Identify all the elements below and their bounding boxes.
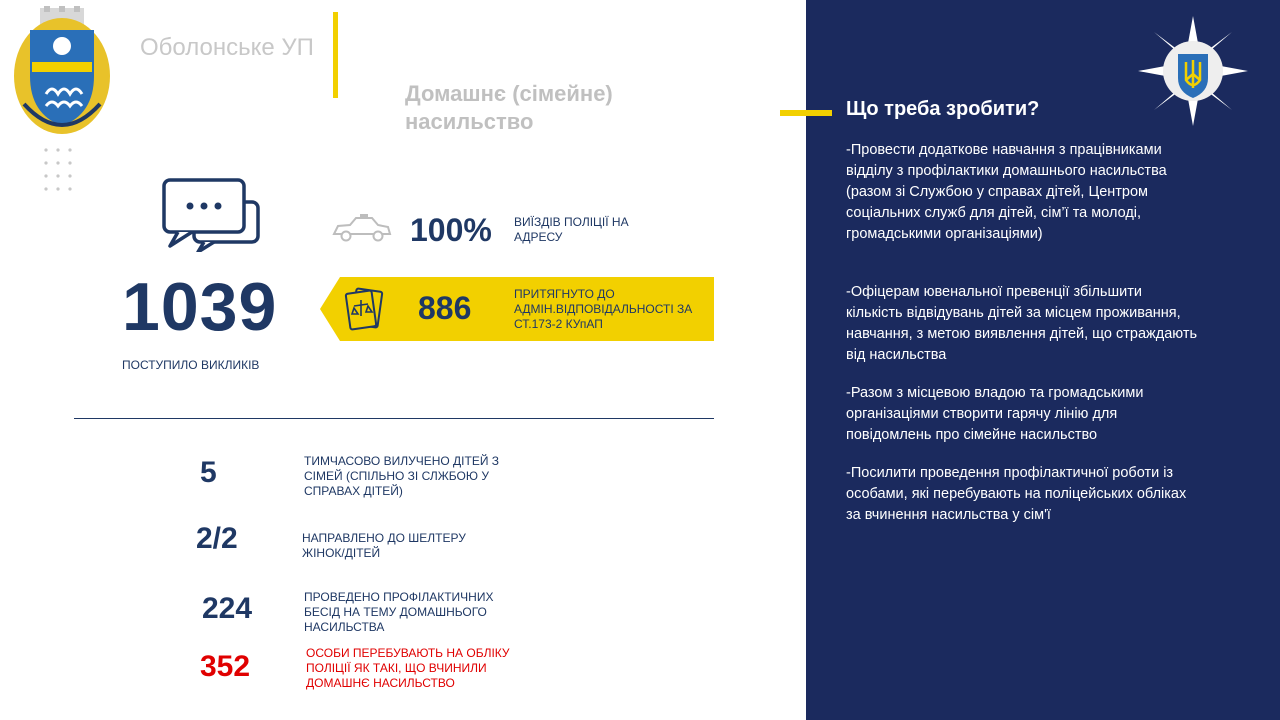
stat-caption: ПРОВЕДЕНО ПРОФІЛАКТИЧНИХ БЕСІД НА ТЕМУ ДОМАШНЬОГО НАСИЛЬСТВА (304, 590, 494, 634)
admin-caption: ПРИТЯГНУТО ДО АДМІН.ВІДПОВІДАЛЬНОСТІ ЗА СТ.173-2 КУпАП (514, 287, 693, 331)
stat-value: 2/2 (196, 522, 238, 555)
page-title: Домашнє (сімейне) насильство (405, 81, 613, 134)
stat-value: 224 (202, 592, 253, 625)
header-divider (333, 12, 338, 98)
stat-caption: ТИМЧАСОВО ВИЛУЧЕНО ДІТЕЙ З СІМЕЙ (СПІЛЬНО ЗІ СЛЖБОЮ У СПРАВАХ ДІТЕЙ) (304, 454, 500, 498)
recommendation-item: -Посилити проведення профілактичної роботи із особами, які перебувають на поліцейських обліках за вчинення насильства у сім'ї (846, 465, 1187, 523)
panel-accent-bar (780, 110, 832, 116)
police-badge-icon (1136, 14, 1250, 128)
section-divider (74, 418, 714, 419)
chat-bubbles-icon (160, 176, 264, 252)
stat-caption-alert: ОСОБИ ПЕРЕБУВАЮТЬ НА ОБЛІКУ ПОЛІЦІЇ ЯК ТАКІ, ЩО ВЧИНИЛИ ДОМАШНЄ НАСИЛЬСТВО (306, 646, 510, 690)
recommendation-item: -Провести додаткове навчання з працівниками відділу з профілактики домашнього насильства (разом зі Службою у справах дітей, Центром соціальних служб для дітей, сім’ї та молоді, громадськими організаціями) (846, 142, 1167, 242)
admin-count: 886 (418, 290, 472, 326)
recommendation-item: -Офіцерам ювенальної превенції збільшити кількість відвідувань дітей за місцем проживання, навчання, з метою виявлення дітей, що страждають від насильства (846, 284, 1198, 363)
police-car-icon (330, 214, 392, 244)
stat-value: 5 (200, 456, 217, 489)
department-name: Оболонське УП (140, 34, 314, 61)
stat-value-alert: 352 (200, 650, 251, 683)
visits-percent: 100% (410, 212, 492, 248)
stat-caption: НАПРАВЛЕНО ДО ШЕЛТЕРУ ЖІНОК/ДІТЕЙ (302, 531, 466, 560)
coat-of-arms-icon (10, 6, 114, 138)
recommendation-item: -Разом з місцевою владою та громадськими організаціями створити гарячу лінію для повідомлень про сімейне насильство (846, 385, 1144, 443)
panel-title: Що треба зробити? (846, 98, 1040, 120)
visits-caption: ВИЇЗДІВ ПОЛІЦІЇ НА АДРЕСУ (514, 215, 629, 244)
law-document-icon (344, 286, 384, 332)
calls-caption: ПОСТУПИЛО ВИКЛИКІВ (122, 358, 260, 372)
calls-count: 1039 (122, 269, 278, 345)
decorative-dots (44, 148, 76, 192)
